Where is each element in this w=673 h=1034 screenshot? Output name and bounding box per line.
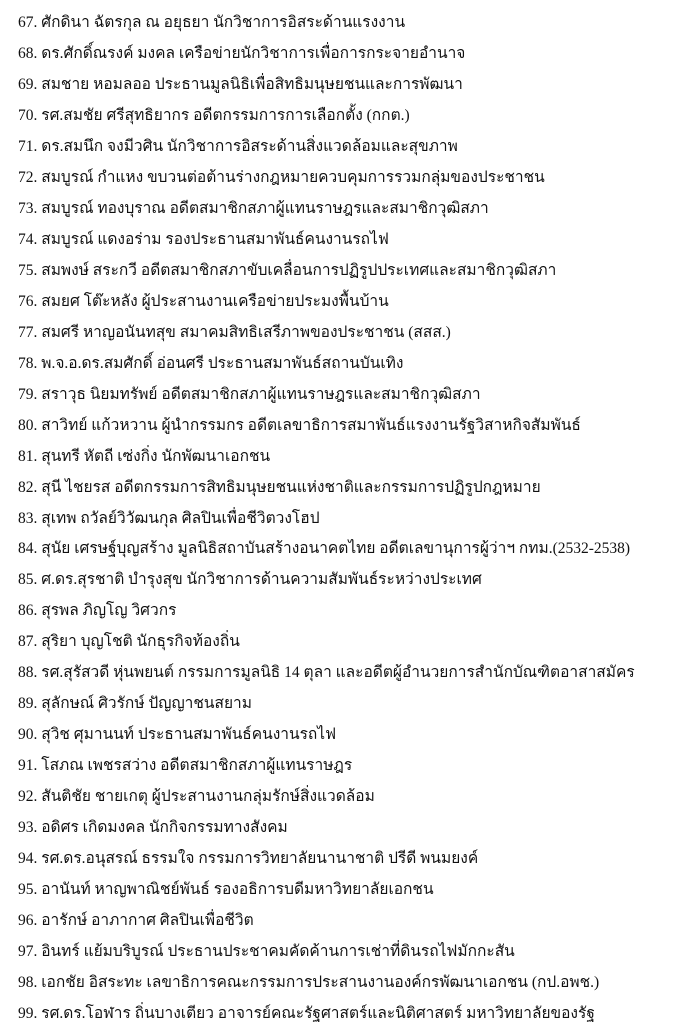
list-item: 99. รศ.ดร.โอฬาร ถิ่นบางเตียว อาจารย์คณะรัฐศาสตร์และนิติศาสตร์ มหาวิทยาลัยของรัฐ xyxy=(18,1005,595,1022)
list-item: 78. พ.จ.อ.ดร.สมศักดิ์ อ่อนศรี ประธานสมาพันธ์สถานบันเทิง xyxy=(18,354,404,372)
list-item: 96. อารักษ์ อาภากาศ ศิลปินเพื่อชีวิต xyxy=(18,912,254,930)
list-item: 93. อดิศร เกิดมงคล นักกิจกรรมทางสังคม xyxy=(18,819,288,837)
list-item: 86. สุรพล ภิญโญ วิศวกร xyxy=(18,602,177,620)
list-item: 90. สุวิช ศุมานนท์ ประธานสมาพันธ์คนงานรถไฟ xyxy=(18,726,337,744)
list-item: 80. สาวิทย์ แก้วหวาน ผู้นำกรรมกร อดีตเลขาธิการสมาพันธ์แรงงานรัฐวิสาหกิจสัมพันธ์ xyxy=(18,416,581,434)
list-item: 97. อินทร์ แย้มบริบูรณ์ ประธานประชาคมคัดค้านการเช่าที่ดินรถไฟมักกะสัน xyxy=(18,943,515,961)
list-item: 73. สมบูรณ์ ทองบุราณ อดีตสมาชิกสภาผู้แทนราษฎรและสมาชิกวุฒิสภา xyxy=(18,199,489,217)
list-item: 75. สมพงษ์ สระกวี อดีตสมาชิกสภาขับเคลื่อนการปฏิรูปประเทศและสมาชิกวุฒิสภา xyxy=(18,261,557,279)
list-item: 89. สุลักษณ์ ศิวรักษ์ ปัญญาชนสยาม xyxy=(18,695,252,713)
list-item: 79. สราวุธ นิยมทรัพย์ อดีตสมาชิกสภาผู้แทนราษฎรและสมาชิกวุฒิสภา xyxy=(18,385,481,403)
list-item: 81. สุนทรี หัตถี เซ่งกิ่ง นักพัฒนาเอกชน xyxy=(18,447,271,465)
list-item: 94. รศ.ดร.อนุสรณ์ ธรรมใจ กรรมการวิทยาลัยนานาชาติ ปรีดี พนมยงค์ xyxy=(18,850,479,868)
list-item: 70. รศ.สมชัย ศรีสุทธิยากร อดีตกรรมการการเลือกตั้ง (กกต.) xyxy=(18,106,410,124)
list-item: 83. สุเทพ ถวัลย์วิวัฒนกุล ศิลปินเพื่อชีวิตวงโฮป xyxy=(18,509,320,527)
list-item: 85. ศ.ดร.สุรชาติ บำรุงสุข นักวิชาการด้านความสัมพันธ์ระหว่างประเทศ xyxy=(18,571,482,589)
list-item: 74. สมบูรณ์ แดงอร่าม รองประธานสมาพันธ์คนงานรถไฟ xyxy=(18,230,389,248)
list-item: 76. สมยศ โต๊ะหลัง ผู้ประสานงานเครือข่ายประมงพื้นบ้าน xyxy=(18,292,389,310)
list-item: 82. สุนี ไชยรส อดีตกรรมการสิทธิมนุษยชนแห่งชาติและกรรมการปฏิรูปกฎหมาย xyxy=(18,478,541,496)
list-item: 69. สมชาย หอมลออ ประธานมูลนิธิเพื่อสิทธิมนุษยชนและการพัฒนา xyxy=(18,75,463,93)
signatory-list xyxy=(18,8,635,1030)
list-item: 95. อานันท์ หาญพาณิชย์พันธ์ รองอธิการบดีมหาวิทยาลัยเอกชน xyxy=(18,881,434,899)
list-item: 68. ดร.ศักดิ์ณรงค์ มงคล เครือข่ายนักวิชาการเพื่อการกระจายอำนาจ xyxy=(18,44,466,62)
list-item: 72. สมบูรณ์ กำแหง ขบวนต่อต้านร่างกฎหมายควบคุมการรวมกลุ่มของประชาชน xyxy=(18,168,545,186)
list-item: 87. สุริยา บุญโชติ นักธุรกิจท้องถิ่น xyxy=(18,633,240,651)
list-item: 71. ดร.สมนึก จงมีวศิน นักวิชาการอิสระด้านสิ่งแวดล้อมและสุขภาพ xyxy=(18,137,458,155)
list-item: 91. โสภณ เพชรสว่าง อดีตสมาชิกสภาผู้แทนราษฎร xyxy=(18,757,353,775)
list-item: 67. ศักดินา ฉัตรกุล ณ อยุธยา นักวิชาการอิสระด้านแรงงาน xyxy=(18,14,406,31)
list-item: 98. เอกชัย อิสระทะ เลขาธิการคณะกรรมการประสานงานองค์กรพัฒนาเอกชน (กป.อพช.) xyxy=(18,974,600,992)
list-item: 77. สมศรี หาญอนันทสุข สมาคมสิทธิเสรีภาพของประชาชน (สสส.) xyxy=(18,323,451,341)
list-item: 84. สุนัย เศรษฐ์บุญสร้าง มูลนิธิสถาบันสร้างอนาคตไทย อดีตเลขานุการผู้ว่าฯ กทม.(2532-2538) xyxy=(18,540,631,558)
list-item: 88. รศ.สุรัสวดี หุ่นพยนต์ กรรมการมูลนิธิ 14 ตุลา และอดีตผู้อำนวยการสำนักบัณฑิตอาสาสมัคร xyxy=(18,664,635,682)
list-item: 92. สันติชัย ชายเกตุ ผู้ประสานงานกลุ่มรักษ์สิ่งแวดล้อม xyxy=(18,788,375,806)
